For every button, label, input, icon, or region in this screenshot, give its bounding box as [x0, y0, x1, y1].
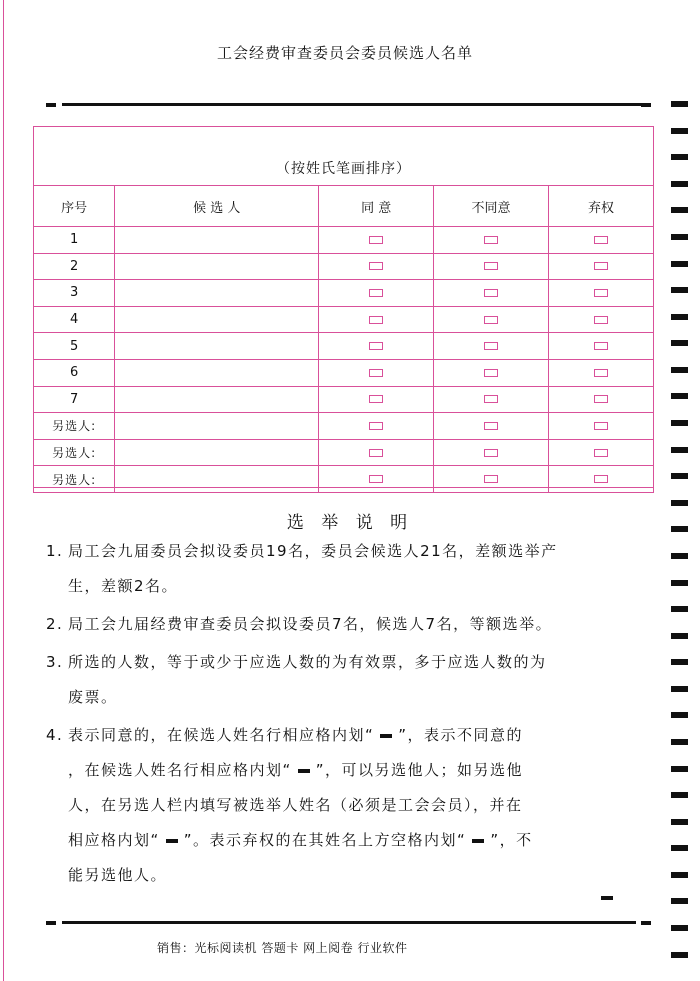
- abstain-checkbox[interactable]: [594, 289, 608, 297]
- disagree-checkbox[interactable]: [484, 342, 498, 350]
- abstain-checkbox[interactable]: [594, 342, 608, 350]
- abstain-checkbox[interactable]: [594, 395, 608, 403]
- agree-checkbox[interactable]: [369, 262, 383, 270]
- timing-mark: [671, 473, 688, 479]
- timing-mark: [671, 606, 688, 612]
- disagree-cell[interactable]: [434, 466, 549, 493]
- row-seq: 另选人:: [34, 466, 115, 493]
- left-margin-line: [3, 0, 4, 981]
- timing-mark: [671, 340, 688, 346]
- abstain-cell[interactable]: [548, 227, 653, 254]
- candidate-name-cell[interactable]: [115, 413, 319, 440]
- disagree-checkbox[interactable]: [484, 262, 498, 270]
- table-row: [34, 333, 654, 360]
- table-row: [34, 413, 654, 440]
- dash-mark-icon: [166, 839, 178, 843]
- sort-note: （按姓氏笔画排序）: [276, 161, 411, 177]
- header-agree: 同 意: [319, 186, 434, 227]
- timing-mark: [671, 952, 688, 958]
- timing-mark: [671, 500, 688, 506]
- instruction-1: [46, 534, 651, 604]
- table-header-row: [34, 186, 654, 227]
- timing-mark: [671, 766, 688, 772]
- dash-mark-icon: [601, 896, 613, 900]
- row-seq: 1: [34, 227, 115, 254]
- agree-checkbox[interactable]: [369, 475, 383, 483]
- timing-mark: [671, 234, 688, 240]
- header-disagree: 不同意: [434, 186, 549, 227]
- bottom-rule-left-tick: [46, 921, 56, 925]
- agree-cell[interactable]: [319, 359, 434, 386]
- candidate-name-cell[interactable]: [115, 359, 319, 386]
- top-rule-left-tick: [46, 103, 56, 107]
- abstain-cell[interactable]: [548, 466, 653, 493]
- agree-cell[interactable]: [319, 306, 434, 333]
- instruction-4: [46, 718, 651, 893]
- timing-mark: [671, 287, 688, 293]
- agree-cell[interactable]: [319, 280, 434, 307]
- timing-mark: [671, 181, 688, 187]
- candidate-name-cell[interactable]: [115, 280, 319, 307]
- instruction-number: 1.: [46, 542, 64, 560]
- timing-mark: [671, 261, 688, 267]
- instruction-line: 生，差额2名。: [68, 577, 179, 595]
- row-seq: 7: [34, 386, 115, 413]
- instruction-text: ，在候选人姓名行相应格内划“: [68, 761, 292, 779]
- timing-mark: [671, 659, 688, 665]
- timing-mark: [671, 314, 688, 320]
- agree-cell[interactable]: [319, 227, 434, 254]
- table-row: [34, 466, 654, 493]
- abstain-cell[interactable]: [548, 253, 653, 280]
- abstain-cell[interactable]: [548, 413, 653, 440]
- candidate-name-cell[interactable]: [115, 386, 319, 413]
- row-seq: 另选人:: [34, 439, 115, 466]
- disagree-checkbox[interactable]: [484, 449, 498, 457]
- row-seq: 2: [34, 253, 115, 280]
- abstain-cell[interactable]: [548, 333, 653, 360]
- abstain-checkbox[interactable]: [594, 449, 608, 457]
- instruction-number: 2.: [46, 615, 64, 633]
- timing-mark: [671, 580, 688, 586]
- candidate-name-cell[interactable]: [115, 439, 319, 466]
- timing-mark: [671, 101, 688, 107]
- timing-mark: [671, 686, 688, 692]
- candidate-table: [33, 185, 654, 493]
- abstain-checkbox[interactable]: [594, 369, 608, 377]
- abstain-checkbox[interactable]: [594, 422, 608, 430]
- instruction-text: 表示同意的，在候选人姓名行相应格内划“: [68, 726, 375, 744]
- disagree-checkbox[interactable]: [484, 316, 498, 324]
- bottom-rule-right-tick: [641, 921, 651, 925]
- header-seq: 序号: [34, 186, 115, 227]
- instruction-number: 3.: [46, 653, 64, 671]
- top-rule: [62, 103, 646, 106]
- instruction-text: ”，表示不同意的: [398, 726, 524, 744]
- header-candidate: 候 选 人: [115, 186, 319, 227]
- disagree-cell[interactable]: [434, 439, 549, 466]
- disagree-cell[interactable]: [434, 359, 549, 386]
- timing-mark: [671, 739, 688, 745]
- instruction-text: ”，不: [490, 831, 533, 849]
- table-row: [34, 253, 654, 280]
- timing-mark: [671, 792, 688, 798]
- bottom-rule: [62, 921, 636, 924]
- agree-cell[interactable]: [319, 253, 434, 280]
- agree-cell[interactable]: [319, 439, 434, 466]
- abstain-cell[interactable]: [548, 439, 653, 466]
- agree-checkbox[interactable]: [369, 236, 383, 244]
- table-row: [34, 280, 654, 307]
- row-seq: 3: [34, 280, 115, 307]
- disagree-checkbox[interactable]: [484, 369, 498, 377]
- disagree-checkbox[interactable]: [484, 289, 498, 297]
- row-seq: 6: [34, 359, 115, 386]
- timing-mark: [671, 154, 688, 160]
- agree-checkbox[interactable]: [369, 342, 383, 350]
- abstain-cell[interactable]: [548, 359, 653, 386]
- row-seq: 5: [34, 333, 115, 360]
- page-title: 工会经费审查委员会委员候选人名单: [216, 44, 473, 62]
- dash-mark-icon: [298, 769, 310, 773]
- timing-mark: [671, 872, 688, 878]
- disagree-cell[interactable]: [434, 306, 549, 333]
- timing-mark: [671, 819, 688, 825]
- timing-mark: [671, 898, 688, 904]
- instruction-line: [46, 753, 651, 788]
- candidate-name-cell[interactable]: [115, 253, 319, 280]
- candidate-name-cell[interactable]: [115, 306, 319, 333]
- timing-mark: [671, 712, 688, 718]
- agree-cell[interactable]: [319, 466, 434, 493]
- abstain-cell[interactable]: [548, 386, 653, 413]
- timing-mark: [671, 128, 688, 134]
- instruction-line: 局工会九届委员会拟设委员19名，委员会候选人21名，差额选举产: [68, 542, 558, 560]
- table-row: [34, 386, 654, 413]
- agree-cell[interactable]: [319, 386, 434, 413]
- dash-mark-icon: [380, 734, 392, 738]
- agree-checkbox[interactable]: [369, 289, 383, 297]
- timing-mark: [671, 845, 688, 851]
- disagree-cell[interactable]: [434, 333, 549, 360]
- disagree-checkbox[interactable]: [484, 422, 498, 430]
- table-row: [34, 439, 654, 466]
- abstain-checkbox[interactable]: [594, 475, 608, 483]
- disagree-cell[interactable]: [434, 386, 549, 413]
- header-abstain: 弃权: [548, 186, 653, 227]
- instruction-2: [46, 607, 651, 642]
- instruction-3: [46, 645, 651, 715]
- abstain-checkbox[interactable]: [594, 316, 608, 324]
- disagree-cell[interactable]: [434, 227, 549, 254]
- disagree-cell[interactable]: [434, 253, 549, 280]
- instruction-line: 人，在另选人栏内填写被选举人姓名（必须是工会会员），并在: [68, 796, 523, 814]
- table-row: [34, 306, 654, 333]
- instruction-number: 4.: [46, 726, 64, 744]
- instructions-title: 选 举 说 明: [286, 513, 414, 533]
- agree-cell[interactable]: [319, 413, 434, 440]
- timing-mark: [671, 633, 688, 639]
- instruction-line: 能另选他人。: [68, 866, 168, 884]
- instruction-line: 所选的人数，等于或少于应选人数的为有效票，多于应选人数的为: [68, 653, 547, 671]
- candidate-name-cell[interactable]: [115, 466, 319, 493]
- timing-mark: [671, 393, 688, 399]
- row-seq: 另选人:: [34, 413, 115, 440]
- instruction-text: ”。表示弃权的在其姓名上方空格内划“: [183, 831, 467, 849]
- timing-mark: [671, 420, 688, 426]
- timing-marks: [671, 0, 689, 981]
- table-row: [34, 359, 654, 386]
- timing-mark: [671, 447, 688, 453]
- agree-cell[interactable]: [319, 333, 434, 360]
- instruction-text: 相应格内划“: [68, 831, 160, 849]
- agree-checkbox[interactable]: [369, 316, 383, 324]
- abstain-checkbox[interactable]: [594, 236, 608, 244]
- disagree-checkbox[interactable]: [484, 236, 498, 244]
- disagree-cell[interactable]: [434, 280, 549, 307]
- top-rule-right-tick: [641, 103, 651, 107]
- candidate-name-cell[interactable]: [115, 227, 319, 254]
- timing-mark: [671, 553, 688, 559]
- row-seq: 4: [34, 306, 115, 333]
- table-row: [34, 227, 654, 254]
- disagree-checkbox[interactable]: [484, 395, 498, 403]
- timing-mark: [671, 925, 688, 931]
- ballot-box: [33, 126, 654, 488]
- agree-checkbox[interactable]: [369, 369, 383, 377]
- agree-checkbox[interactable]: [369, 395, 383, 403]
- timing-mark: [671, 207, 688, 213]
- footer-text: 销售：光标阅读机 答题卡 网上阅卷 行业软件: [157, 941, 408, 955]
- instruction-line: 废票。: [68, 688, 118, 706]
- abstain-cell[interactable]: [548, 306, 653, 333]
- instruction-line: [46, 823, 651, 858]
- agree-checkbox[interactable]: [369, 449, 383, 457]
- instruction-line: 局工会九届经费审查委员会拟设委员7名，候选人7名，等额选举。: [68, 615, 553, 633]
- timing-mark: [671, 367, 688, 373]
- abstain-checkbox[interactable]: [594, 262, 608, 270]
- dash-mark-icon: [472, 839, 484, 843]
- instruction-text: ”，可以另选他人；如另选他: [315, 761, 524, 779]
- agree-checkbox[interactable]: [369, 422, 383, 430]
- disagree-cell[interactable]: [434, 413, 549, 440]
- candidate-name-cell[interactable]: [115, 333, 319, 360]
- disagree-checkbox[interactable]: [484, 475, 498, 483]
- abstain-cell[interactable]: [548, 280, 653, 307]
